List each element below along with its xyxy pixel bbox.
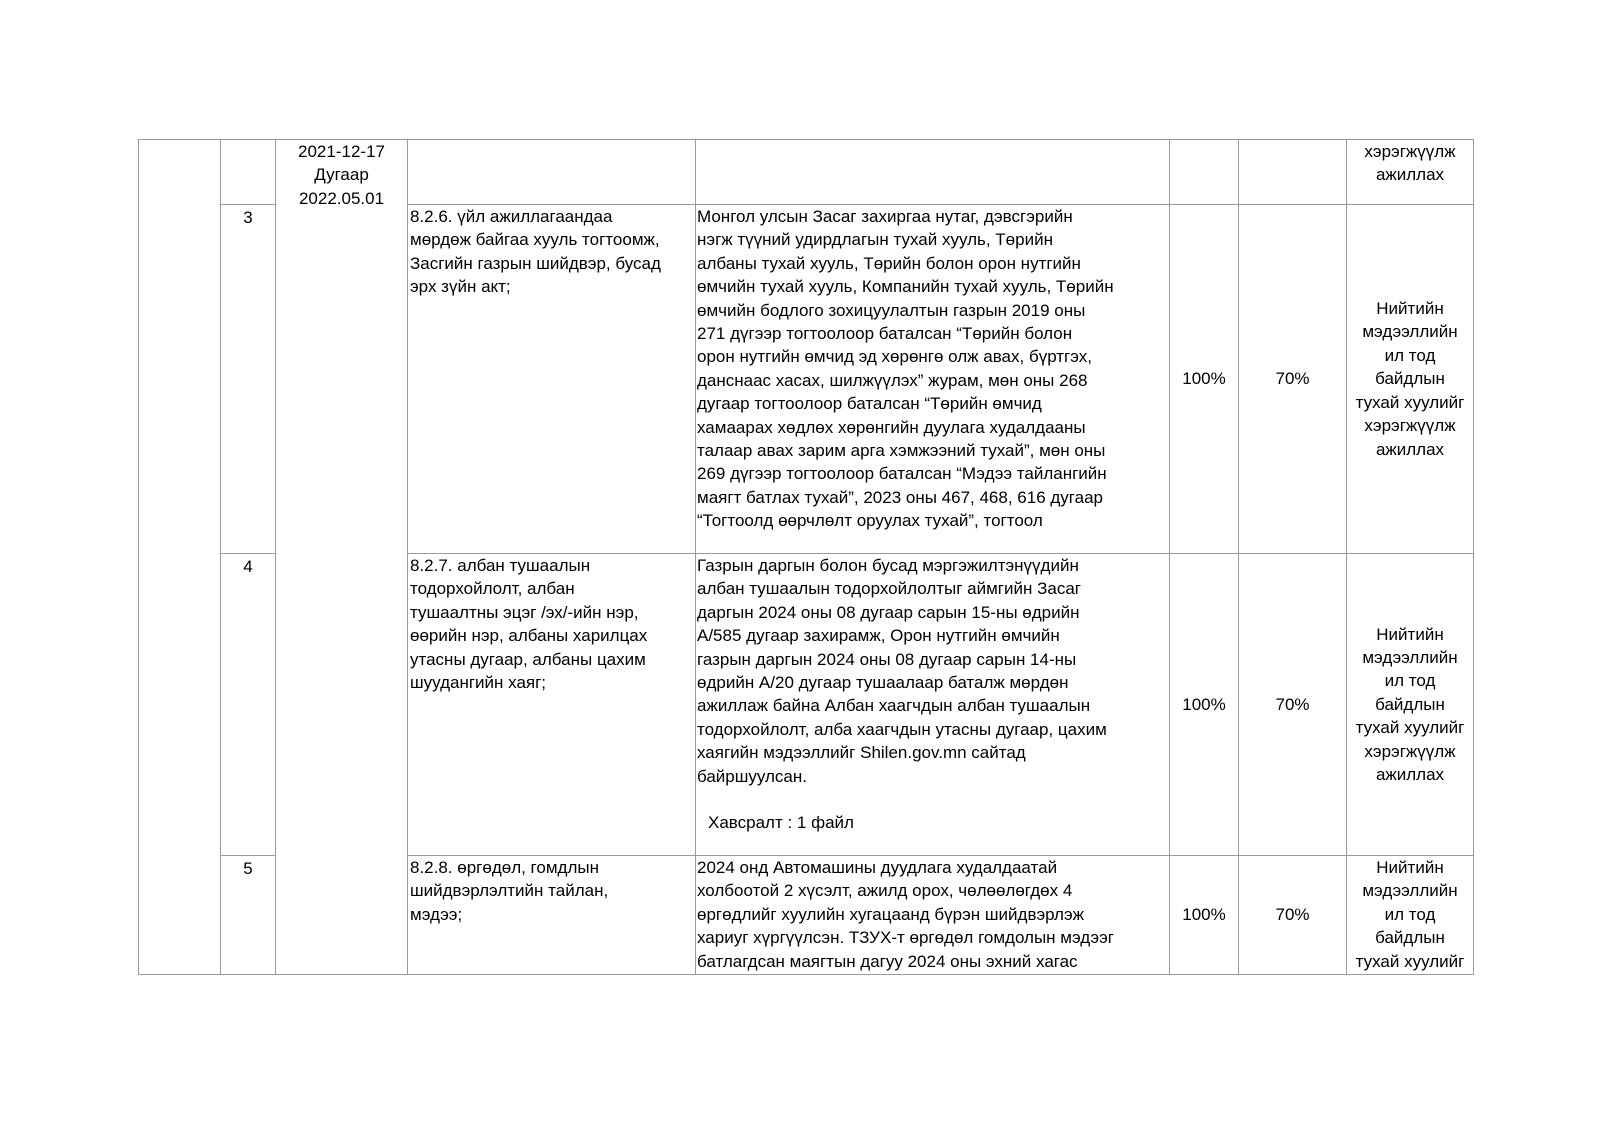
note-line: Нийтийн xyxy=(1376,299,1444,319)
desc-line: 2024 онд Автомашины дуудлага худалдаатай xyxy=(697,858,1058,877)
note-line: тухай хуулийг xyxy=(1355,951,1465,971)
desc-line: данснаас хасах, шилжүүлэх” журам, мөн оны 268 xyxy=(697,370,1088,390)
note-line: ил тод xyxy=(1384,671,1436,691)
description-cell xyxy=(696,856,1170,975)
item-line: мэдээ; xyxy=(410,904,463,924)
desc-line: албан тушаалын тодорхойлолтыг аймгийн Засаг xyxy=(697,579,1081,599)
row-number: 3 xyxy=(221,205,276,554)
note-line: мэдээллийн xyxy=(1362,881,1458,901)
desc-line: орон нутгийн өмчид эд хөрөнгө олж авах, бүртгэх, xyxy=(697,347,1092,367)
item-cell xyxy=(408,554,696,856)
desc-line: газрын даргын 2024 оны 08 дугаар сарын 14-ны xyxy=(697,649,1077,669)
item-line: шуудангийн хаяг; xyxy=(410,673,547,693)
note-line: тухай хуулийг xyxy=(1355,718,1465,738)
note-line: Нийтийн xyxy=(1376,858,1444,877)
desc-line: хаягийн мэдээллийг Shilen.gov.mn сайтад xyxy=(697,743,1026,763)
desc-line: тодорхойлолт, алба хаагчдын утасны дугаар, цахим xyxy=(697,719,1107,739)
note-line: ажиллах xyxy=(1375,765,1445,785)
note-line: Нийтийн xyxy=(1376,624,1444,644)
row-number: 5 xyxy=(221,856,276,975)
desc-line: нэгж түүний удирдлагын тухай хууль, Төрийн xyxy=(697,230,1053,250)
note-line: ил тод xyxy=(1384,345,1436,365)
item-line: тушаалтны эцэг /эх/-ийн нэр, xyxy=(410,602,639,622)
attachment-label: Хавсралт : 1 файл xyxy=(708,813,854,833)
item-cell xyxy=(408,856,696,975)
desc-line: ажиллаж байна Албан хаагчдын албан тушаалын xyxy=(697,696,1091,716)
row-number: 4 xyxy=(221,554,276,856)
description-cell xyxy=(696,205,1170,554)
desc-line: талаар авах зарим арга хэмжээний тухай”, мөн оны xyxy=(697,441,1106,461)
desc-line: албаны тухай хууль, Төрийн болон орон нутгийн xyxy=(697,253,1081,273)
desc-line: А/585 дугаар захирамж, Орон нутгийн өмчийн xyxy=(697,626,1060,646)
percent-cell: 100% xyxy=(1170,205,1239,554)
note-line: байдлын xyxy=(1375,928,1445,948)
desc-line: өмчийн тухай хууль, Компанийн тухай хууль, Төрийн xyxy=(697,277,1114,297)
date-cell xyxy=(276,140,408,975)
note-line: ажиллах xyxy=(1375,439,1445,459)
desc-line: хамаарах хөдлөх хөрөнгийн дуулага худалдааны xyxy=(697,417,1086,437)
row-number xyxy=(221,140,276,205)
item-cell xyxy=(408,205,696,554)
item-line: шийдвэрлэлтийн тайлан, xyxy=(410,881,609,901)
report-table xyxy=(138,139,1474,975)
table-row xyxy=(139,140,1474,205)
note-line: мэдээллийн xyxy=(1362,322,1458,342)
desc-line: батлагдсан маягтын дагуу 2024 оны эхний хагас xyxy=(697,951,1078,971)
note-line: хэрэгжүүлж xyxy=(1364,142,1456,161)
desc-line: хариуг хүргүүлсэн. ТЗУХ-т өргөдөл гомдолын мэдээг xyxy=(697,928,1114,948)
date-line: 2021-12-17 xyxy=(298,142,385,161)
date-line: Дугаар xyxy=(314,165,369,185)
desc-line: маягт батлах тухай”, 2023 оны 467, 468, 616 дугаар xyxy=(697,487,1103,507)
item-line: тодорхойлолт, албан xyxy=(410,579,575,599)
note-cell xyxy=(1347,856,1474,975)
item-line: эрх зүйн акт; xyxy=(410,277,511,297)
percent-cell: 70% xyxy=(1239,554,1347,856)
percent-cell xyxy=(1170,140,1239,205)
item-cell xyxy=(408,140,696,205)
desc-line: байршуулсан. xyxy=(697,766,808,786)
item-line: 8.2.6. үйл ажиллагаандаа xyxy=(410,207,613,226)
desc-line: өргөдлийг хуулийн хугацаанд бүрэн шийдвэрлэж xyxy=(697,904,1084,924)
percent-cell: 70% xyxy=(1239,205,1347,554)
item-line: 8.2.7. албан тушаалын xyxy=(410,556,591,575)
item-line: 8.2.8. өргөдөл, гомдлын xyxy=(410,858,599,877)
percent-cell: 100% xyxy=(1170,554,1239,856)
description-cell xyxy=(696,554,1170,856)
description-cell xyxy=(696,140,1170,205)
percent-cell: 70% xyxy=(1239,856,1347,975)
note-line: байдлын xyxy=(1375,369,1445,389)
note-line: ажиллах xyxy=(1375,165,1445,185)
desc-line: холбоотой 2 хүсэлт, ажилд орох, чөлөөлөгдөх 4 xyxy=(697,881,1073,901)
percent-cell xyxy=(1239,140,1347,205)
item-line: Засгийн газрын шийдвэр, бусад xyxy=(410,253,661,273)
note-line: ил тод xyxy=(1384,904,1436,924)
note-cell xyxy=(1347,140,1474,205)
date-line: 2022.05.01 xyxy=(298,188,385,208)
item-line: утасны дугаар, албаны цахим xyxy=(410,649,646,669)
desc-line: дугаар тогтоолоор баталсан “Төрийн өмчид xyxy=(697,394,1042,414)
note-line: мэдээллийн xyxy=(1362,647,1458,667)
note-cell xyxy=(1347,205,1474,554)
desc-line: өдрийн А/20 дугаар тушаалаар баталж мөрдөн xyxy=(697,673,1069,693)
item-line: өөрийн нэр, албаны харилцах xyxy=(410,626,648,646)
note-line: байдлын xyxy=(1375,694,1445,714)
left-margin-cell xyxy=(139,140,221,975)
desc-line: Газрын даргын болон бусад мэргэжилтэнүүдийн xyxy=(697,556,1079,575)
desc-line: 271 дүгээр тогтоолоор баталсан “Төрийн болон xyxy=(697,324,1073,344)
note-cell xyxy=(1347,554,1474,856)
desc-line: “Тогтоолд өөрчлөлт оруулах тухай”, тогтоол xyxy=(697,511,1043,531)
note-line: тухай хуулийг xyxy=(1355,392,1465,412)
item-line: мөрдөж байгаа хууль тогтоомж, xyxy=(410,230,660,250)
note-line: хэрэгжүүлж xyxy=(1364,741,1456,761)
desc-line: өмчийн бодлого зохицуулалтын газрын 2019 оны xyxy=(697,300,1086,320)
desc-line: Монгол улсын Засаг захиргаа нутаг, дэвсгэрийн xyxy=(697,207,1073,226)
desc-line: даргын 2024 оны 08 дугаар сарын 15-ны өдрийн xyxy=(697,602,1080,622)
percent-cell: 100% xyxy=(1170,856,1239,975)
desc-line: 269 дүгээр тогтоолоор баталсан “Мэдээ тайлангийн xyxy=(697,464,1107,484)
spacer xyxy=(697,788,1169,811)
note-line: хэрэгжүүлж xyxy=(1364,416,1456,436)
